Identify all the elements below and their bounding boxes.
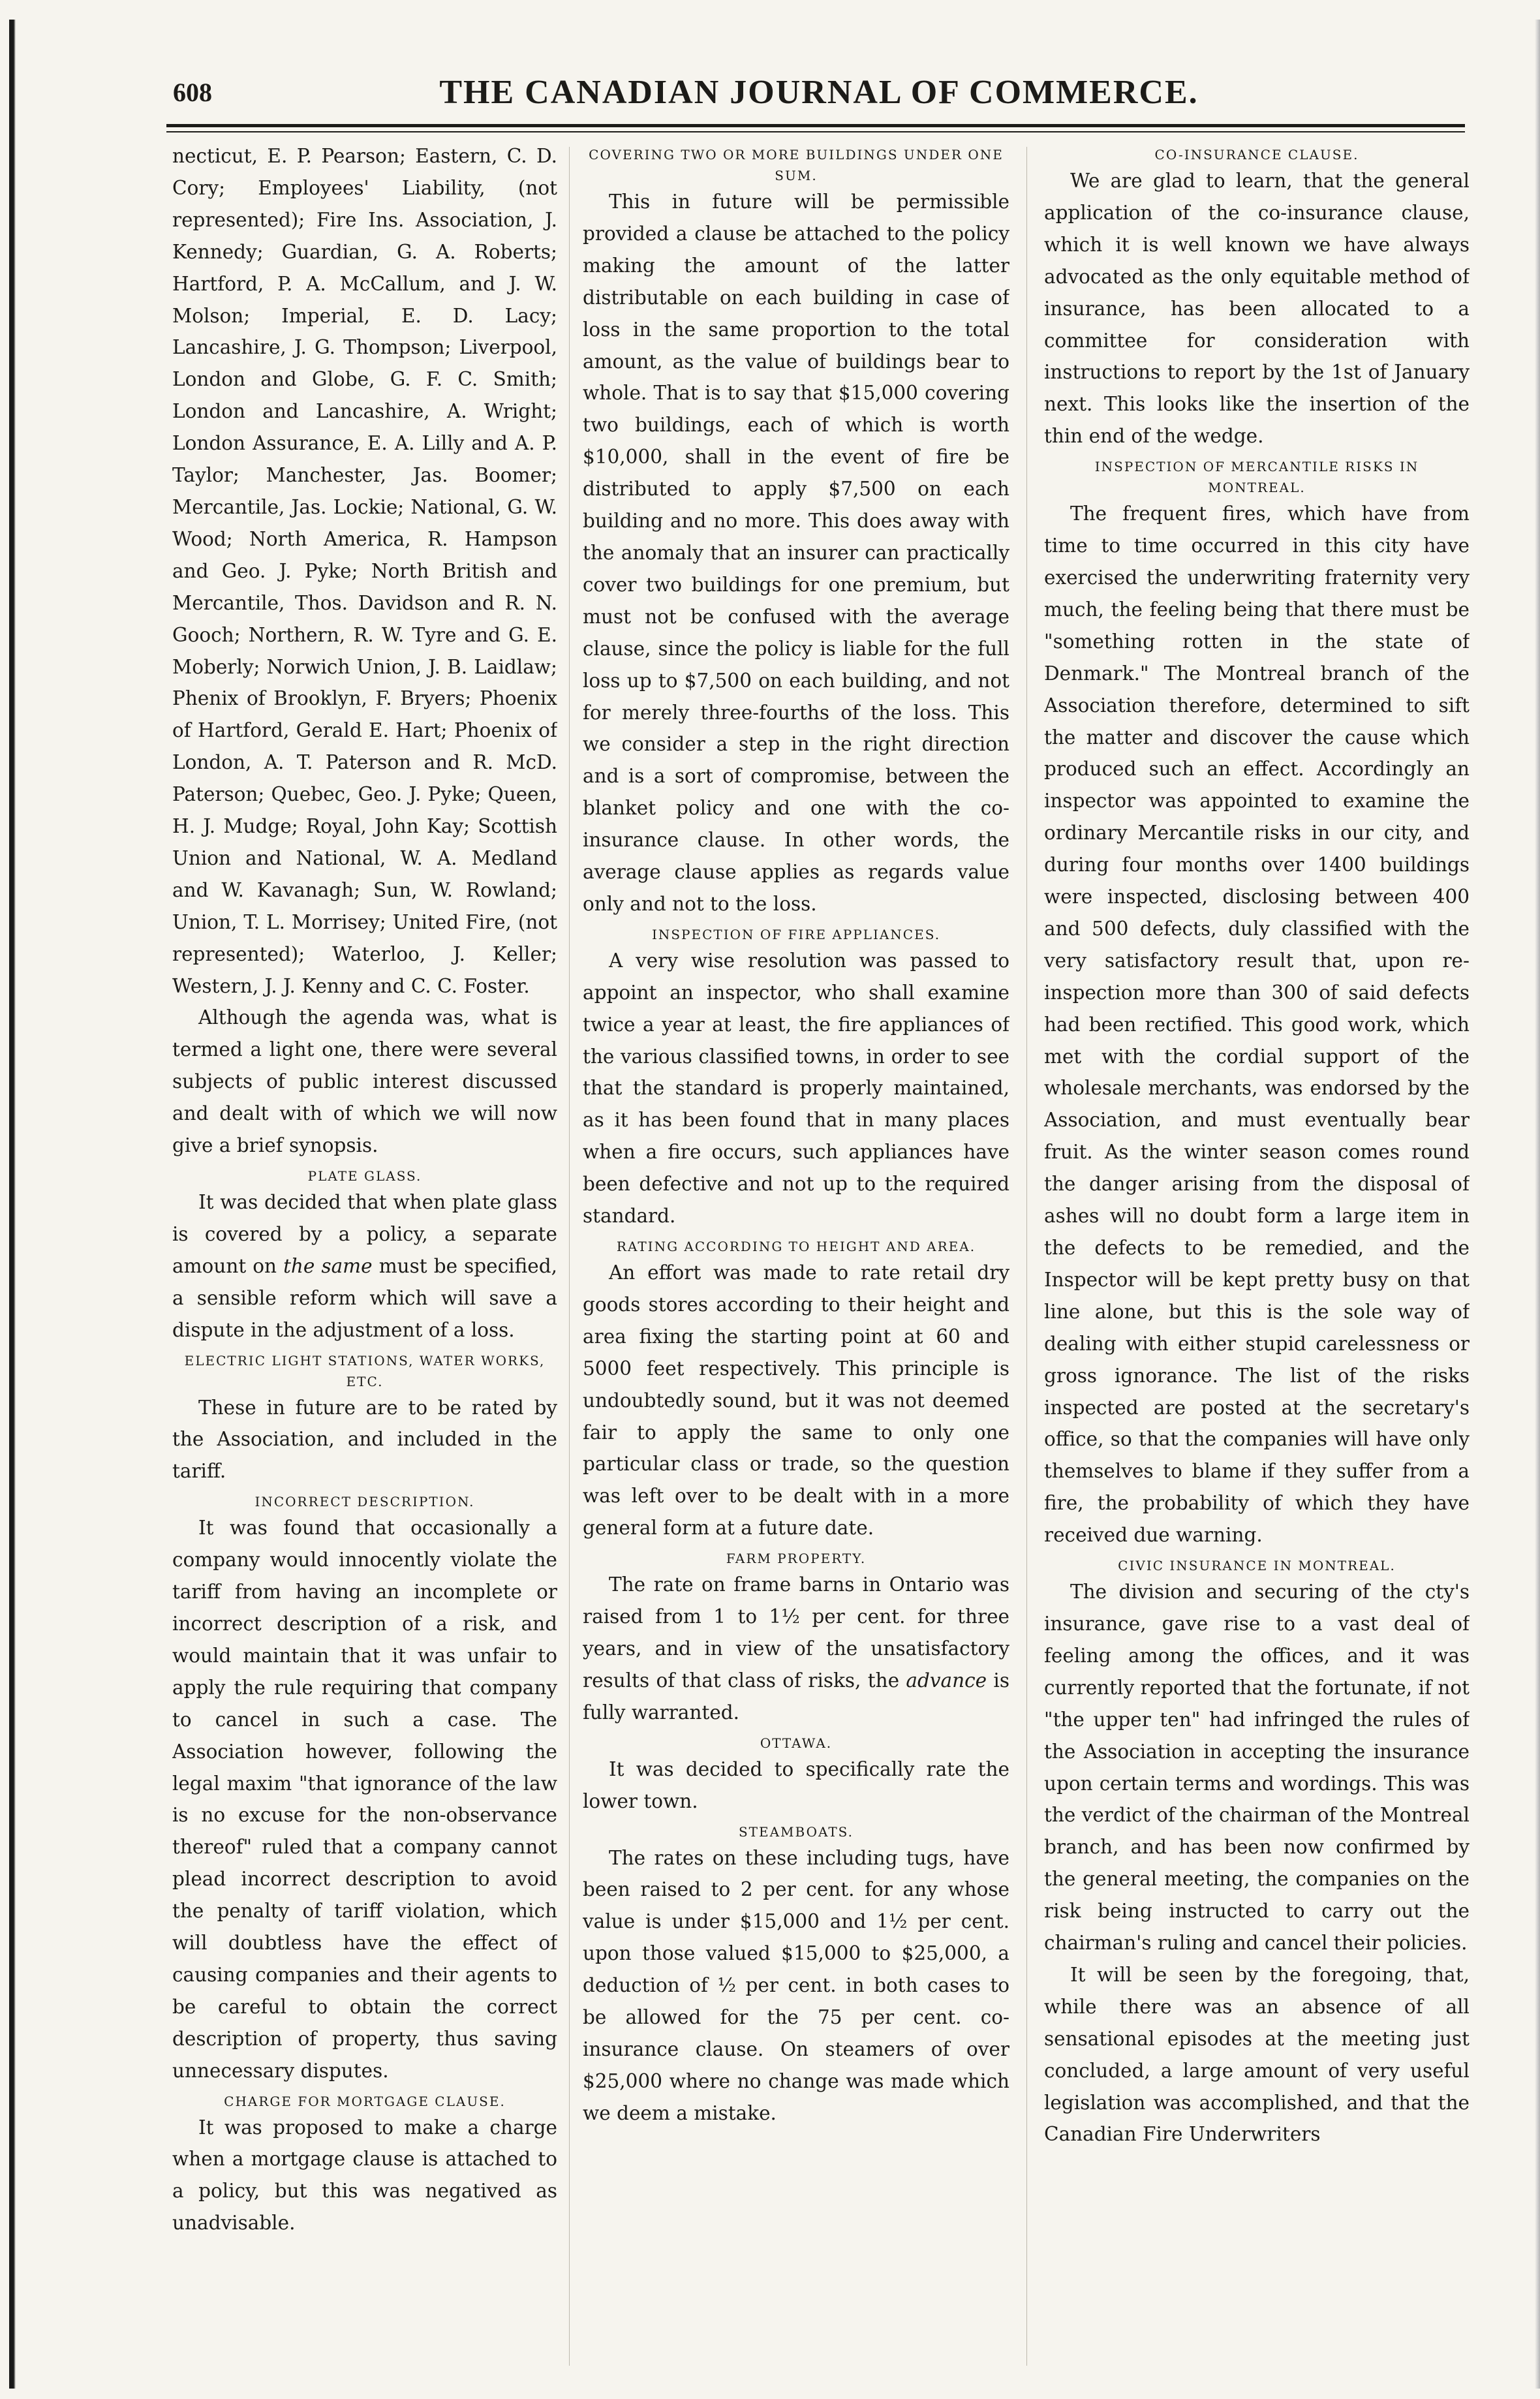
mortgage-clause-paragraph: It was proposed to make a charge when a mortgage clause is attached to a policy, but this was negatived as unadvisable.	[172, 2116, 557, 2235]
header-rule-thick	[166, 124, 1465, 127]
farm-text-2: is fully warranted.	[583, 1669, 1009, 1724]
steamboats-paragraph: The rates on these including tugs, have been raised to 2 per cent. for any whose value is under $15,000 and 1½ per cent. upon those valued $15,000 to $25,000, a deduction of ½ per cent. in both cases to be allowed for the 75 per cent. co-insurance clause. On steamers of over $25,000 where no change was made which we deem a mistake.	[583, 1846, 1009, 2124]
heading-electric-light: ELECTRIC LIGHT STATIONS, WATER WORKS, ETC.	[184, 1352, 546, 1389]
heading-mercantile-risks: INSPECTION OF MERCANTILE RISKS IN MONTREAL.	[1094, 459, 1419, 496]
plate-glass-emphasis: the same	[283, 1254, 373, 1277]
heading-farm-property: FARM PROPERTY.	[726, 1551, 867, 1567]
page-number: 608	[173, 78, 212, 107]
article-column-3	[1044, 140, 1470, 2383]
plate-glass-text-1: It was decided that when plate glass is covered by a policy, a separate amount on	[172, 1191, 557, 1277]
heading-rating-height-area: RATING ACCORDING TO HEIGHT AND AREA.	[616, 1239, 976, 1254]
farm-emphasis: advance	[906, 1669, 987, 1692]
heading-civic-insurance: CIVIC INSURANCE IN MONTREAL.	[1118, 1558, 1396, 1574]
farm-text-1: The rate on frame barns in Ontario was raised from 1 to 1½ per cent. for three years, and in view of the unsatisfactory results of that class of risks, the	[583, 1573, 1009, 1692]
heading-incorrect-description: INCORRECT DESCRIPTION.	[254, 1494, 475, 1510]
heading-covering-buildings: COVERING TWO OR MORE BUILDINGS UNDER ONE SUM.	[589, 147, 1004, 183]
closing-paragraph: It will be seen by the foregoing, that, while there was an absence of all sensational episodes at the meeting just concluded, a large amount of very useful legislation was accomplished, and that the Canadian Fire Underwriters	[1044, 1963, 1470, 2146]
column-divider-1	[569, 147, 570, 2366]
column-divider-2	[1026, 147, 1027, 2366]
heading-fire-appliances: INSPECTION OF FIRE APPLIANCES.	[651, 926, 941, 942]
header-rule-thin	[166, 131, 1465, 132]
plate-glass-text-2: must be specified, a sensible reform which will save a dispute in the adjustment of a loss.	[172, 1254, 557, 1341]
page-header	[173, 73, 1465, 119]
article-column-1	[172, 140, 557, 2383]
civic-insurance-paragraph: The division and securing of the cty's insurance, gave rise to a vast deal of feeling among the offices, and it was currently reported that the fortunate, if not "the upper ten" had infringed the rules of the Association in accepting the insurance upon certain terms and wordings. This was the verdict of the chairman of the Montreal branch, and has been now confirmed by the general meeting, the companies on the risk being instructed to carry out the chairman's ruling and cancel their policies.	[1044, 1581, 1470, 1955]
journal-title: THE CANADIAN JOURNAL OF COMMERCE.	[439, 74, 1199, 111]
mercantile-risks-paragraph: The frequent fires, which have from time to time occurred in this city have exercised the underwriting fraternity very much, the feeling being that there must be "something rotten in the state of Denmark." The Montreal branch of the Association therefore, determined to sift the matter and discover the cause which produced such an effect. Accordingly an inspector was appointed to examine the ordinary Mercantile risks in our city, and during four months over 1400 buildings were inspected, disclosing between 400 and 500 defects, duly classified with the very satisfactory result that, upon re-inspection more than 300 of said defects had been rectified. This good work, which met with the cordial support of the wholesale merchants, was endorsed by the Association, and must eventually bear fruit. As the winter season comes round the danger arising from the disposal of ashes will no doubt form a large item in the defects to be remedied, and the Inspector will be kept pretty busy on that line alone, but this is the sole way of dealing with either stupid carelessness or gross ignorance. The list of the risks inspected are posted at the secretary's office, so that the companies will have only themselves to blame if they suffer from a fire, the probability of which they have received due warning.	[1044, 503, 1470, 1547]
plate-glass-paragraph	[172, 1186, 557, 1346]
co-insurance-paragraph: We are glad to learn, that the general application of the co-insurance clause, which it is well known we have always advocated as the only equitable method of insurance, has been allocated to a committee for consideration with instructions to report by the 1st of January next. This looks like the insertion of the thin end of the wedge.	[1044, 170, 1470, 448]
incorrect-description-paragraph: It was found that occasionally a company would innocently violate the tariff from having an incomplete or incorrect description of a risk, and would maintain that it was unfair to apply the rule requiring that company to cancel in such a case. The Association however, following the legal maxim "that ignorance of the law is no excuse for the non-observance thereof" ruled that a company cannot plead incorrect description to avoid the penalty of tariff violation, which will doubtless have the effect of causing companies and their agents to be careful to obtain the correct description of property, thus saving unnecessary disputes.	[172, 1517, 557, 2082]
ottawa-paragraph: It was decided to specifically rate the lower town.	[583, 1757, 1009, 1812]
covering-buildings-paragraph: This in future will be permissible provided a clause be attached to the policy making the amount of the latter distributable on each building in case of loss in the same proportion to the total amount, as the value of buildings bear to whole. That is to say that $15,000 covering two buildings, each of which is worth $10,000, shall in the event of fire be distributed to apply $7,500 on each building and no more. This does away with the anomaly that an insurer can practically cover two buildings for one premium, but must not be confused with the average clause, since the policy is liable for the full loss up to $7,500 on each building, and not for merely three-fourths of the loss. This we consider a step in the right direction and is a sort of compromise, between the blanket policy and one with the co-insurance clause. In other words, the average clause applies as regards value only and not to the loss.	[583, 191, 1009, 915]
heading-steamboats: STEAMBOATS.	[738, 1823, 854, 1840]
rating-height-area-paragraph: An effort was made to rate retail dry goods stores according to their height and area fixing the starting point at 60 and 5000 feet respectively. This principle is undoubtedly sound, but it was not deemed fair to apply the same to only one particular class or trade, so the question was left over to be dealt with in a more general form at a future date.	[583, 1261, 1009, 1540]
heading-ottawa: OTTAWA.	[760, 1735, 833, 1751]
scan-edge-right	[1535, 20, 1540, 2389]
agenda-paragraph: Although the agenda was, what is termed a light one, there were several subjects of public interest discussed and dealt with of which we will now give a brief synopsis.	[172, 1006, 557, 1157]
electric-light-paragraph: These in future are to be rated by the Association, and included in the tariff.	[172, 1396, 557, 1483]
scan-edge-left	[9, 20, 16, 2389]
fire-appliances-paragraph: A very wise resolution was passed to appoint an inspector, who shall examine twice a year at least, the fire appliances of the various classified towns, in order to see that the standard is properly maintained, as it has been found that in many places when a fire occurs, such appliances have been defective and not up to the required standard.	[583, 949, 1009, 1228]
heading-plate-glass: PLATE GLASS.	[307, 1168, 422, 1184]
member-list-paragraph: necticut, E. P. Pearson; Eastern, C. D. Cory; Employees' Liability, (not represented); Fire Ins. Association, J. Kennedy; Guardian, G. A. Roberts; Hartford, P. A. McCallum, and J. W. Molson; Imperial, E. D. Lacy; Lancashire, J. G. Thompson; Liverpool, London and Globe, G. F. C. Smith; London and Lancashire, A. Wright; London Assurance, E. A. Lilly and A. P. Taylor; Manchester, Jas. Boomer; Mercantile, Jas. Lockie; National, G. W. Wood; North America, R. Hampson and Geo. J. Pyke; North British and Mercantile, Thos. Davidson and R. N. Gooch; Northern, R. W. Tyre and G. E. Moberly; Norwich Union, J. B. Laidlaw; Phenix of Brooklyn, F. Bryers; Phoenix of Hartford, Gerald E. Hart; Phoenix of London, A. T. Paterson and R. McD. Paterson; Quebec, Geo. J. Pyke; Queen, H. J. Mudge; Royal, John Kay; Scottish Union and National, W. A. Medland and W. Kavanagh; Sun, W. Rowland; Union, T. L. Morrisey; United Fire, (not represented); Waterloo, J. Keller; Western, J. J. Kenny and C. C. Foster.	[172, 145, 557, 997]
farm-property-paragraph	[583, 1569, 1009, 1729]
article-column-2	[583, 140, 1009, 2383]
heading-mortgage-clause: CHARGE FOR MORTGAGE CLAUSE.	[224, 2093, 506, 2109]
heading-co-insurance: CO-INSURANCE CLAUSE.	[1154, 147, 1359, 163]
